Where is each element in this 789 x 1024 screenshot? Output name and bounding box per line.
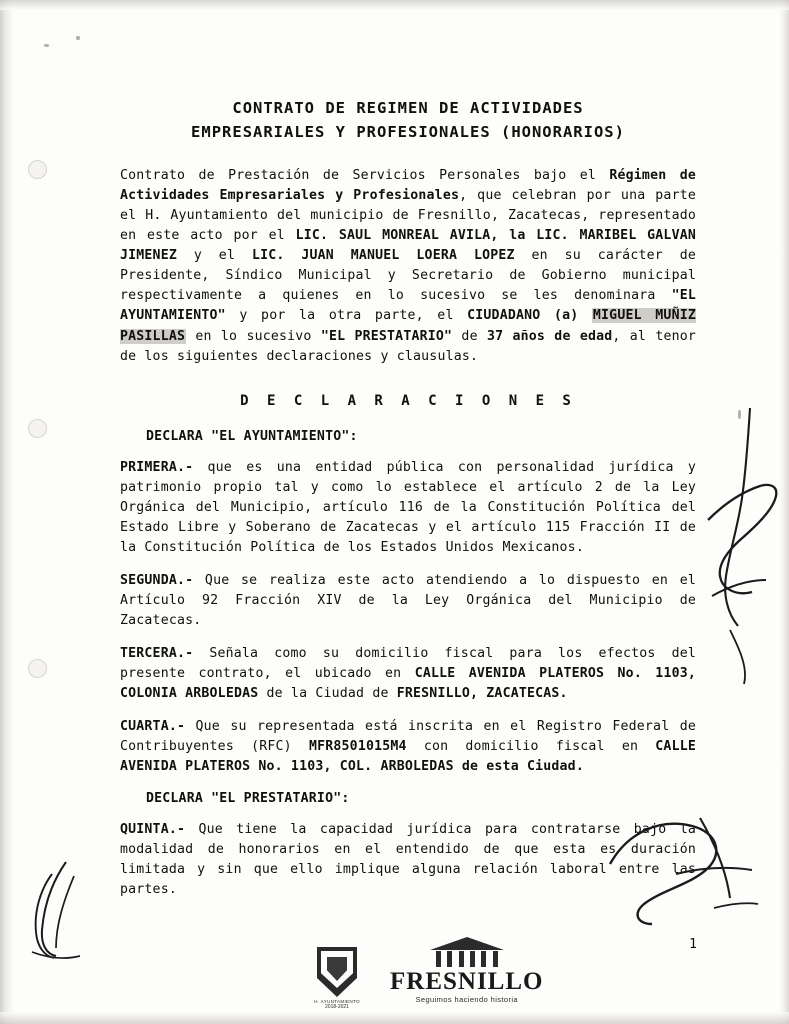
page-title [120,96,696,144]
scan-edge-right [779,0,789,1024]
intro-seg-16: , al tenor de los siguientes declaraciones y clausulas. [120,328,697,364]
crest-years: 2018-2021 [325,1004,349,1010]
scan-edge-left [0,0,14,1024]
intro-ayuntamiento-bold: "EL AYUNTAMIENTO" [120,288,696,324]
brand-name: FRESNILLO [390,968,544,995]
clause-text-segunda: Que se realiza este acto atendiendo a lo dispuesto en el Artículo 92 Fracción XIV de la Ley Orgánica del Municipio de Zacatecas. [120,572,696,629]
clause-cuarta-rfc: MFR8501015M4 [308,739,407,755]
municipal-crest-logo [306,947,368,1010]
intro-prestatario-bold: "EL PRESTATARIO" [320,328,453,344]
hole-punch-mark [28,160,47,179]
clause-cuarta-text-2: con domicilio fiscal en [406,739,656,755]
intro-paragraph [120,166,696,367]
highlighted-contractor-name: MIGUEL MUÑIZ PASILLAS [120,308,696,344]
clause-label-tercera: TERCERA.- [120,646,194,662]
intro-officials-bold-1: LIC. SAUL MONREAL AVILA, la LIC. MARIBEL GALVAN JIMENEZ [120,228,696,264]
scan-edge-top [0,0,789,10]
clause-tercera-city: FRESNILLO, ZACATECAS. [396,686,568,702]
hole-punch-mark [28,659,47,678]
intro-age-bold: 37 años de edad [486,328,613,344]
intro-officials-bold-2: LIC. JUAN MANUEL LOERA LOPEZ [251,248,515,264]
building-roof-shape [430,937,504,950]
scan-speck [738,410,741,419]
shield-icon [317,947,357,997]
clause-text-quinta: Que tiene la capacidad jurídica para contratarse bajo la modalidad de honorarios en el entendido de que esta es duración limitada y sin que ello implique alguna relación laboral entre las partes. [120,821,696,897]
scan-speck [44,44,49,47]
document-body [120,96,696,913]
intro-seg-1: Contrato de Prestación de Servicios Personales bajo el [120,168,610,184]
clause-cuarta [120,717,696,777]
fresnillo-brand-logo [390,937,543,1004]
signature-mark-right-upper [690,400,786,700]
title-line-1: CONTRATO DE REGIMEN DE ACTIVIDADES [232,99,584,117]
clause-cuarta-address: CALLE AVENIDA PLATEROS No. 1103, COL. ARBOLEDAS de esta Ciudad. [120,739,696,775]
intro-seg-14: de [452,328,487,344]
title-line-2: EMPRESARIALES Y PROFESIONALES (HONORARIOS) [191,123,625,142]
crest-caption: H. AYUNTAMIENTO [314,999,360,1004]
intro-seg-12: en lo sucesivo [186,328,321,344]
subheading-declara-prestatario: DECLARA "EL PRESTATARIO": [146,790,350,806]
intro-ciudadano-bold: CIUDADANO (a) [467,308,579,324]
intro-seg-5: y el [176,248,252,264]
clause-text-primera: que es una entidad pública con personalidad jurídica y patrimonio propio tal y como lo establece el artículo 2 de la Ley Orgánica del Municipio, artículo 116 de la Constitución Política del Estado Libre y Soberano de Zacatecas y el artículo 115 Fracción II de la Constitución Política de los Estados Unidos Mexicanos. [120,459,696,555]
clause-text-tercera: Señala como su domicilio fiscal para los efectos del presente contrato, el ubicado en [120,646,696,682]
clause-label-primera: PRIMERA.- [120,459,194,475]
intro-seg-7: en su carácter de Presidente, Síndico Municipal y Secretario de Gobierno municipal respectivamente a quienes en lo sucesivo se les denominara [120,248,696,304]
clause-label-quinta: QUINTA.- [120,821,186,837]
intro-regimen-bold: Régimen de Actividades Empresariales y Profesionales [120,168,696,204]
clause-label-segunda: SEGUNDA.- [120,572,194,588]
clause-segunda [120,571,696,631]
clause-tercera-address: CALLE AVENIDA PLATEROS No. 1103, COLONIA ARBOLEDAS [120,666,697,702]
page-number: 1 [689,937,697,952]
clause-text-cuarta: Que su representada está inscrita en el Registro Federal de Contribuyentes (RFC) [120,719,696,755]
clause-quinta [120,820,696,900]
page-footer [0,942,789,1018]
clause-tercera-text-2: de la Ciudad de [258,686,397,702]
intro-seg-3: , que celebran por una parte el H. Ayuntamiento del municipio de Fresnillo, Zacatecas, representado en este acto por el [120,188,696,244]
clause-label-cuarta: CUARTA.- [120,719,186,735]
clause-primera [120,458,696,558]
building-columns [436,951,498,967]
government-building-icon [430,937,504,967]
clause-tercera [120,644,696,704]
subheading-declara-ayuntamiento: DECLARA "EL AYUNTAMIENTO": [146,428,358,444]
brand-tagline: Seguimos haciendo historia [415,995,519,1004]
scan-speck [76,36,80,40]
declaraciones-heading: D E C L A R A C I O N E S [240,392,576,409]
intro-seg-9: y por la otra parte, el [225,308,468,324]
hole-punch-mark [28,419,47,438]
